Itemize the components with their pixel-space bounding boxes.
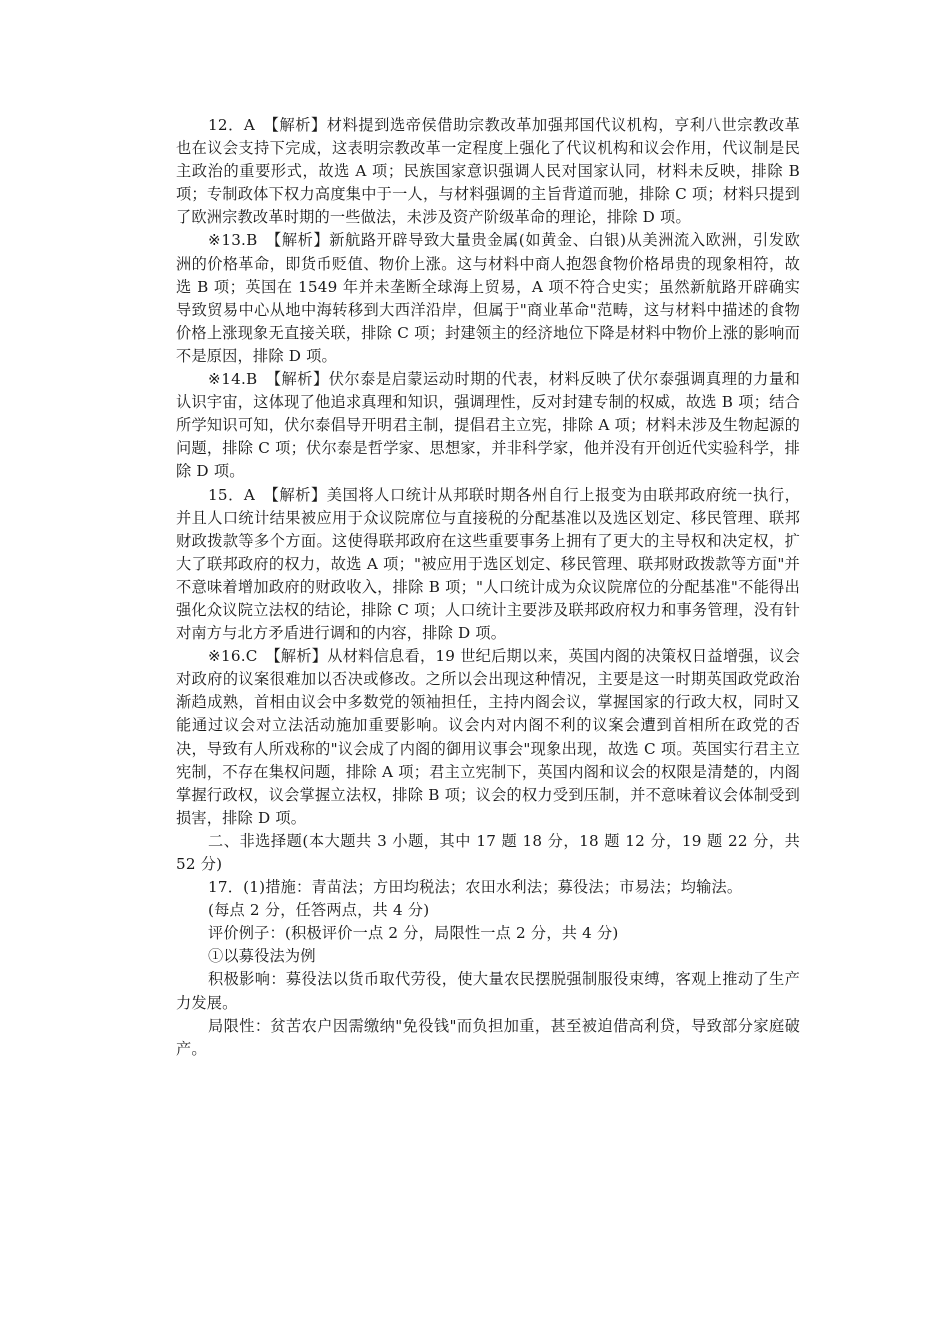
answer-17-example-label: ①以募役法为例 xyxy=(208,947,316,966)
answer-13-paragraph: ※13.B 【解析】新航路开辟导致大量贵金属(如黄金、白银)从美洲流入欧洲，引发欧洲的价格革命，即货币贬值、物价上涨。这与材料中商人抱怨食物价格昂贵的现象相符，故选 B 项；英国在 1549 年并未垄断全球海上贸易，A 项不符合史实；虽然新航路开辟确实导致贸易中心从地中海转移到大西洋沿岸，但属于"商业革命"范畴，这与材料中描述的食物价格上涨现象无直接关联，排除 C 项；封建领主的经济地位下降是材料中物价上涨的影响而不是原因，排除 D 项。 xyxy=(176,231,800,365)
section-two-heading: 二、非选择题(本大题共 3 小题，其中 17 题 18 分，18 题 12 分，19 题 22 分，共 52 分) xyxy=(176,831,800,873)
answer-15-paragraph: 15．A 【解析】美国将人口统计从邦联时期各州自行上报变为由联邦政府统一执行，并且人口统计结果被应用于众议院席位与直接税的分配基准以及选区划定、移民管理、联邦财政拨款等多个方面。这使得联邦政府在这些重要事务上拥有了更大的主导权和决定权，扩大了联邦政府的权力，故选 A 项；"被应用于选区划定、移民管理、联邦财政拨款等方面"并不意味着增加政府的财政收入，排除 B 项；"人口统计成为众议院席位的分配基准"不能得出强化众议院立法权的结论，排除 C 项；人口统计主要涉及联邦政府权力和事务管理，没有针对南方与北方矛盾进行调和的内容，排除 D 项。 xyxy=(176,485,800,643)
answer-17-evaluation-note: 评价例子：(积极评价一点 2 分，局限性一点 2 分，共 4 分) xyxy=(208,924,619,943)
answer-17-measures: 17．(1)措施：青苗法；方田均税法；农田水利法；募役法；市易法；均输法。 xyxy=(208,878,743,897)
answer-16-paragraph: ※16.C 【解析】从材料信息看，19 世纪后期以来，英国内阁的决策权日益增强，议会对政府的议案很难加以否决或修改。之所以会出现这种情况，主要是这一时期英国政党政治渐趋成熟，首相由议会中多数党的领袖担任，主持内阁会议，掌握国家的行政大权，同时又能通过议会对立法活动施加重要影响。议会内对内阁不利的议案会遭到首相所在政党的否决，导致有人所戏称的"议会成了内阁的御用议事会"现象出现，故选 C 项。英国实行君主立宪制，不存在集权问题，排除 A 项；君主立宪制下，英国内阁和议会的权限是清楚的，内阁掌握行政权，议会掌握立法权，排除 B 项；议会的权力受到压制，并不意味着议会体制受到损害，排除 D 项。 xyxy=(176,647,800,827)
answer-17-score-note: (每点 2 分，任答两点，共 4 分) xyxy=(208,901,430,920)
answer-17-limitation: 局限性：贫苦农户因需缴纳"免役钱"而负担加重，甚至被迫借高利贷，导致部分家庭破产。 xyxy=(176,1016,800,1058)
answer-14-paragraph: ※14.B 【解析】伏尔泰是启蒙运动时期的代表，材料反映了伏尔泰强调真理的力量和认识宇宙，这体现了他追求真理和知识，强调理性，反对封建专制的权威，故选 B 项；结合所学知识可知，伏尔泰倡导开明君主制，提倡君主立宪，排除 A 项；材料未涉及生物起源的问题，排除 C 项；伏尔泰是哲学家、思想家，并非科学家，他并没有开创近代实验科学，排除 D 项。 xyxy=(176,370,800,481)
answer-content xyxy=(176,114,800,1061)
answer-12-paragraph: 12．A 【解析】材料提到选帝侯借助宗教改革加强邦国代议机构，亨利八世宗教改革也在议会支持下完成，这表明宗教改革一定程度上强化了代议机构和议会作用，代议制是民主政治的重要形式，故选 A 项；民族国家意识强调人民对国家认同，材料未反映，排除 B 项；专制政体下权力高度集中于一人，与材料强调的主旨背道而驰，排除 C 项；材料只提到了欧洲宗教改革时期的一些做法，未涉及资产阶级革命的理论，排除 D 项。 xyxy=(176,116,800,227)
answer-17-positive-impact: 积极影响：募役法以货币取代劳役，使大量农民摆脱强制服役束缚，客观上推动了生产力发展。 xyxy=(176,970,800,1012)
